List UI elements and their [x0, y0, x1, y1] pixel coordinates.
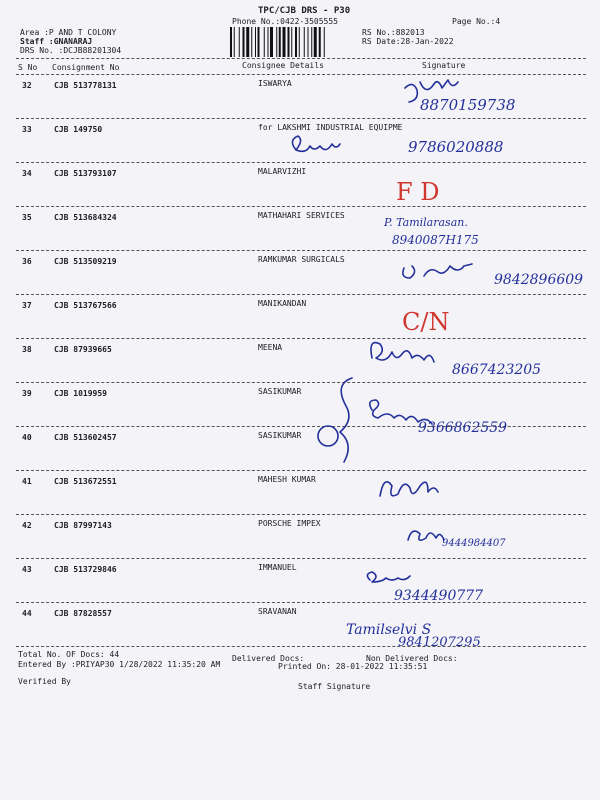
handwritten-name: Tamilselvi S	[346, 622, 432, 638]
area-label: Area :P AND T COLONY	[20, 28, 117, 37]
header-divider	[16, 58, 586, 59]
signature-scribble	[408, 531, 444, 540]
signature-scribble	[371, 343, 434, 362]
handwritten-note: F D	[396, 178, 440, 206]
row-sno: 38	[22, 345, 32, 354]
entered-by: Entered By :PRIYAP30 1/28/2022 11:35:20 AM	[18, 660, 221, 669]
handwritten-phone: 9842896609	[494, 272, 584, 288]
page-number: Page No.:4	[452, 17, 501, 26]
row-consignment: CJB 513767566	[54, 301, 117, 310]
row-divider	[16, 250, 586, 251]
handwritten-phone: 8667423205	[452, 362, 542, 378]
drs-title: TPC/CJB DRS - P30	[258, 6, 351, 16]
handwritten-phone: 8870159738	[420, 96, 516, 114]
staff-label: Staff :GNANARAJ	[20, 37, 93, 46]
row-sno: 44	[22, 609, 32, 618]
row-sno: 33	[22, 125, 32, 134]
row-consignee: IMMANUEL	[258, 563, 297, 572]
row-consignee: MEENA	[258, 343, 283, 352]
signature-scribble	[405, 80, 458, 102]
row-divider	[16, 382, 586, 383]
handwritten-name: P. Tamilarasan.	[384, 216, 468, 229]
row-consignment: CJB 513793107	[54, 169, 117, 178]
handwritten-phone: 8940087H175	[392, 233, 479, 247]
staff-signature: Staff Signature	[298, 682, 371, 691]
row-consignee: MAHESH KUMAR	[258, 475, 316, 484]
row-sno: 34	[22, 169, 32, 178]
row-consignment: CJB 513778131	[54, 81, 117, 90]
delivered-docs: Delivered Docs:	[232, 654, 305, 663]
phone-number: Phone No.:0422-3505555	[232, 17, 338, 26]
row-consignee: SASIKUMAR	[258, 431, 302, 440]
barcode	[230, 27, 352, 57]
row-consignment: CJB 513684324	[54, 213, 117, 222]
row-consignee: SRAVANAN	[258, 607, 297, 616]
row-sno: 40	[22, 433, 32, 442]
rs-date: RS Date:28-Jan-2022	[362, 37, 454, 46]
handwritten-phone: 9344490777	[394, 588, 484, 604]
column-header-signature: Signature	[422, 61, 466, 70]
handwritten-note: C/N	[402, 308, 450, 336]
row-sno: 43	[22, 565, 32, 574]
row-divider	[16, 294, 586, 295]
row-sno: 37	[22, 301, 32, 310]
row-consignment: CJB 87997143	[54, 521, 112, 530]
row-consignee: PORSCHE IMPEX	[258, 519, 321, 528]
column-header-consignee: Consignee Details	[242, 61, 324, 70]
row-consignee: MANIKANDAN	[258, 299, 307, 308]
handwritten-phone: 9786020888	[408, 138, 504, 156]
signature-scribble	[403, 264, 472, 278]
row-sno: 35	[22, 213, 32, 222]
row-divider	[16, 558, 586, 559]
non-delivered-docs: Non Delivered Docs:	[366, 654, 458, 663]
handwritten-phone: 9841207295	[398, 635, 481, 650]
signature-brace	[340, 378, 352, 462]
handwritten-phone: 9444984407	[442, 538, 506, 549]
row-divider	[16, 206, 586, 207]
row-consignment: CJB 513729846	[54, 565, 117, 574]
total-docs: Total No. OF Docs: 44	[18, 650, 120, 659]
signature-scribble	[370, 400, 432, 424]
row-consignee: MALARVIZHI	[258, 167, 307, 176]
row-sno: 36	[22, 257, 32, 266]
row-divider	[16, 338, 586, 339]
row-consignment: CJB 149750	[54, 125, 103, 134]
row-consignment: CJB 513509219	[54, 257, 117, 266]
column-header-sno: S No	[18, 63, 38, 72]
row-consignee: SASIKUMAR	[258, 387, 302, 396]
row-sno: 39	[22, 389, 32, 398]
signature-scribble	[367, 572, 410, 582]
column-divider	[16, 74, 586, 75]
row-divider	[16, 602, 586, 603]
row-consignment: CJB 513672551	[54, 477, 117, 486]
rs-number: RS No.:882013	[362, 28, 425, 37]
row-consignee: ISWARYA	[258, 79, 292, 88]
signature-scribble	[292, 136, 340, 151]
footer-divider	[16, 646, 586, 647]
row-divider	[16, 426, 586, 427]
row-consignee: for LAKSHMI INDUSTRIAL EQUIPME	[258, 123, 403, 132]
handwritten-phone: 9366862559	[418, 420, 508, 436]
signature-scribble	[380, 482, 438, 496]
row-consignment: CJB 513602457	[54, 433, 117, 442]
row-consignee: RAMKUMAR SURGICALS	[258, 255, 345, 264]
row-divider	[16, 470, 586, 471]
row-sno: 42	[22, 521, 32, 530]
verified-by: Verified By	[18, 677, 71, 686]
row-sno: 41	[22, 477, 32, 486]
signature-circle	[318, 426, 338, 446]
row-consignee: MATHAHARI SERVICES	[258, 211, 345, 220]
row-consignment: CJB 87828557	[54, 609, 112, 618]
row-divider	[16, 162, 586, 163]
row-consignment: CJB 87939665	[54, 345, 112, 354]
row-sno: 32	[22, 81, 32, 90]
row-divider	[16, 514, 586, 515]
drs-number: DRS No. :DCJB88201304	[20, 46, 122, 55]
row-divider	[16, 118, 586, 119]
printed-on: Printed On: 28-01-2022 11:35:51	[278, 662, 428, 671]
row-consignment: CJB 1019959	[54, 389, 107, 398]
column-header-consignment: Consignment No	[52, 63, 120, 72]
